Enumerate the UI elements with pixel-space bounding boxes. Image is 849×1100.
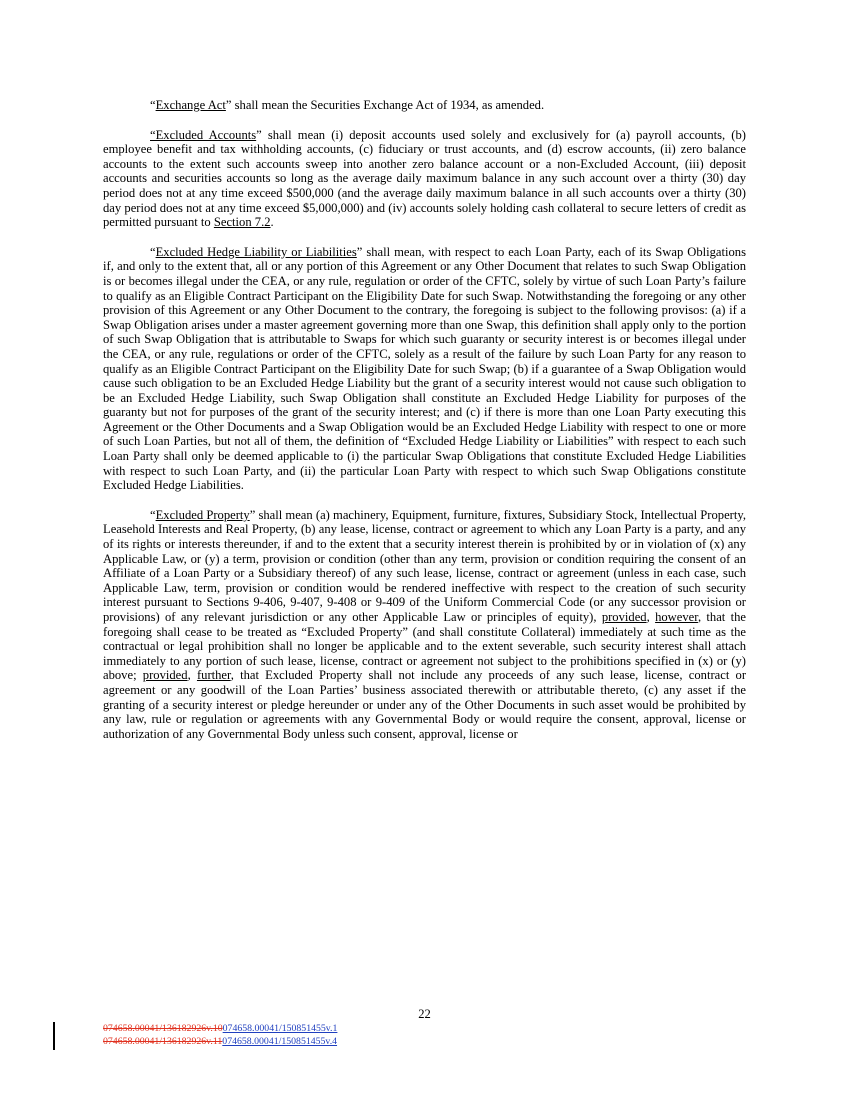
- document-id-footer: [103, 1023, 337, 1048]
- defined-term: Excluded Property: [155, 507, 250, 522]
- defined-term: Excluded Hedge Liability or Liabilities: [155, 244, 357, 259]
- definition-excluded-hedge-liability: “Excluded Hedge Liability or Liabilities” shall mean, with respect to each Loan Party, each of its Swap Obligations if, and only to the extent that, all or any portion of this Agreement or any Other Document that relates to such Swap Obligation is or becomes illegal under the CEA, or any rule, regulation or order of the CFTC, solely by virtue of such Loan Party’s failure to qualify as an Eligible Contract Participant on the Eligibility Date for such Swap. Notwithstanding the foregoing or any other provision of this Agreement or any Other Document to the contrary, the foregoing is subject to the following provisos: (a) if a Swap Obligation arises under a master agreement governing more than one Swap, this definition shall apply only to the portion of such Swap Obligation that is attributable to Swaps for which such guaranty or security interest is or becomes illegal under the CEA, or any rule, regulations or order of the CFTC, solely as a result of the failure by such Loan Party for any reason to qualify as an Eligible Contract Participant on the Eligibility Date for such Swap; (b) if a guarantee of a Swap Obligation would cause such obligation to be an Excluded Hedge Liability but the grant of a security interest would not cause such obligation to be an Excluded Hedge Liability, such Swap Obligation shall constitute an Excluded Hedge Liability for purposes of the guaranty but not for purposes of the grant of the security interest; and (c) if there is more than one Loan Party executing this Agreement or the Other Documents and a Swap Obligation would be an Excluded Hedge Liability with respect to one or more of such Loan Parties, but not all of them, the definition of “Excluded Hedge Liability or Liabilities” with respect to each such Loan Party shall only be deemed applicable to (i) the particular Swap Obligations that constitute Excluded Hedge Liabilities with respect to such Loan Party, and (ii) the particular Loan Party with respect to which such Swap Obligations constitute Excluded Hedge Liabilities.: [103, 244, 746, 493]
- proviso-provided-further: provided: [142, 668, 188, 683]
- section-reference: Section 7.2: [213, 215, 271, 230]
- defined-term: “Excluded Accounts: [150, 127, 257, 142]
- page-body: [103, 98, 746, 756]
- defined-term: Exchange Act: [155, 98, 226, 112]
- revision-change-bar: [53, 1022, 55, 1050]
- inserted-doc-id: 074658.00041/150851455v.1: [222, 1023, 338, 1034]
- definition-exchange-act: “Exchange Act” shall mean the Securities Exchange Act of 1934, as amended.: [150, 98, 545, 112]
- proviso-provided: provided: [601, 610, 647, 624]
- definition-excluded-property: “Excluded Property” shall mean (a) machinery, Equipment, furniture, fixtures, Subsidiary Stock, Intellectual Property, Leasehold Interests and Real Property, (b) any lease, license, contract or agreement to which any Loan Party is a party, and any of its rights or interests thereunder, if and to the extent that a security interest therein is prohibited by or in violation of (x) any Applicable Law, or (y) a term, provision or condition (other than any term, provision or condition requiring the consent of an Affiliate of a Loan Party or a Subsidiary thereof) of any such lease, license, contract or agreement (unless in each case, such Applicable Law, term, provision or condition would be rendered ineffective with respect to the creation of such security interest pursuant to Sections 9-406, 9-407, 9-408 or 9-409 of the Uniform Commercial Code (or any successor provision or provisions) of any relevant jurisdiction or any other Applicable Law or principles of equity), provided, however, that the foregoing shall cease to be treated as “Excluded Property” (and shall constitute Collateral) immediately at such time as the contractual or legal prohibition shall no longer be applicable and to the extent severable, such security interest shall attach immediately to any portion of such lease, license, contract or agreement not subject to the prohibitions specified in (x) or (y) above; provided, further, that Excluded Property shall not include any proceeds of any such lease, license, contract or agreement or any goodwill of the Loan Parties’ business associated therewith or attributable thereto, (c) any asset if the granting of a security interest or pledge hereunder or under any of the Other Documents in such asset would be prohibited by any law, rule or regulation or agreements with any Governmental Body or would require the consent, approval, license or authorization of any Governmental Body unless such consent, approval, license or: [103, 507, 747, 741]
- proviso-further: further: [196, 668, 231, 683]
- footer-line-2: [103, 1036, 337, 1049]
- page-number: 22: [418, 1007, 431, 1021]
- definition-excluded-accounts: “Excluded Accounts” shall mean (i) deposit accounts used solely and exclusively for (a) payroll accounts, (b) employee benefit and tax withholding accounts, (c) fiduciary or trust accounts, and (d) escrow accounts, (ii) zero balance accounts to the extent such accounts sweep into another zero balance account or a non-Excluded Account, (iii) deposit accounts and securities accounts so long as the average daily maximum balance in any such account over a thirty (30) day period does not at any time exceed $500,000 (and the average daily maximum balance in all such accounts over a thirty (30) day period does not at any time exceed $5,000,000) and (iv) accounts solely holding cash collateral to secure letters of credit as permitted pursuant to Section 7.2.: [103, 127, 746, 230]
- footer-line-1: [103, 1023, 337, 1036]
- deleted-doc-id: 074658.00041/136182926v.10: [103, 1023, 223, 1034]
- proviso-however: however: [655, 610, 698, 624]
- deleted-doc-id: 074658.00041/136182926v.11: [103, 1035, 223, 1047]
- inserted-doc-id: 074658.00041/150851455v.4: [222, 1035, 338, 1047]
